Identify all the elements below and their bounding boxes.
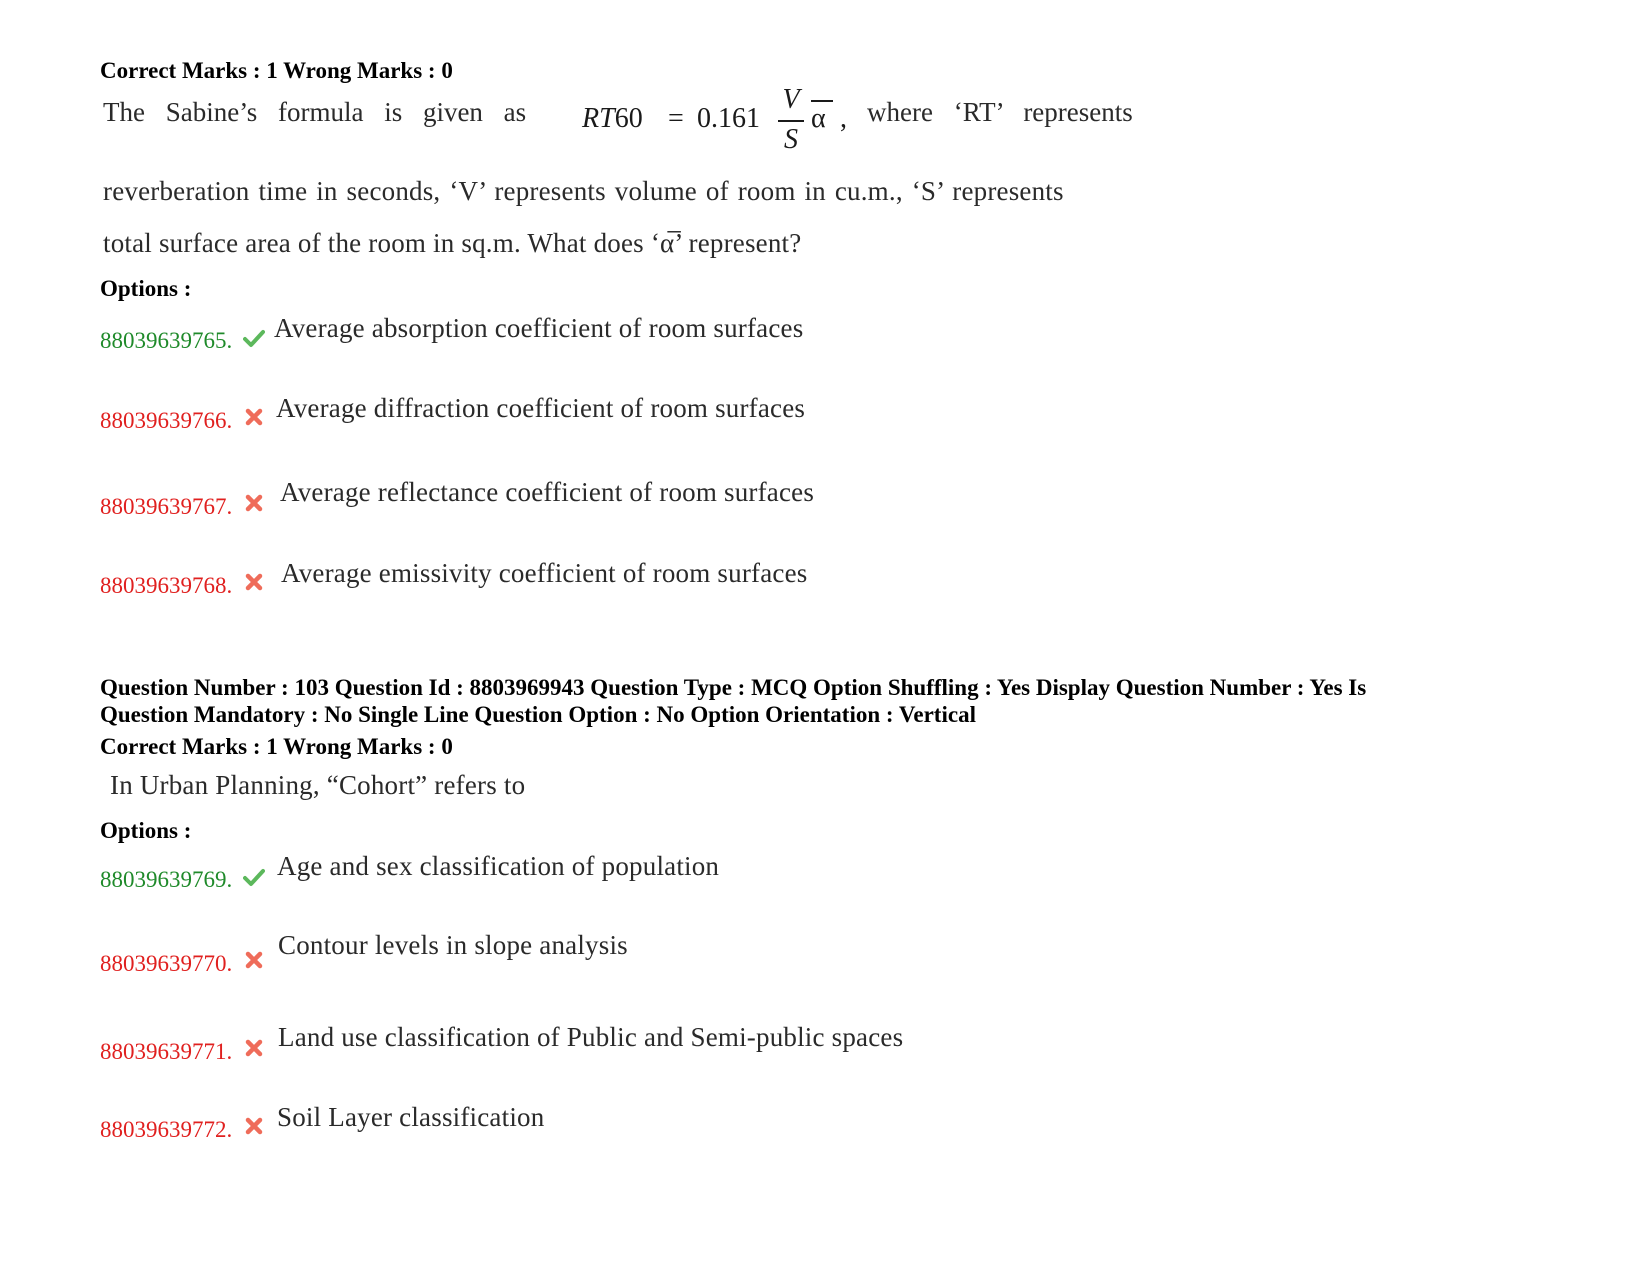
cross-icon — [245, 1039, 263, 1057]
cross-icon — [245, 408, 263, 426]
check-icon — [243, 328, 265, 348]
q103-header-line2: Question Mandatory : No Single Line Question Option : No Option Orientation : Vertical — [100, 702, 976, 727]
formula-equals: = — [668, 103, 684, 134]
cross-icon — [245, 573, 263, 591]
formula-numerator: V — [782, 84, 800, 115]
formula-fraction-bar — [778, 120, 804, 122]
q103-text: In Urban Planning, “Cohort” refers to — [110, 770, 526, 800]
option-id: 88039639771. — [100, 1039, 233, 1064]
q103-options-label: Options : — [100, 818, 192, 843]
cross-icon — [245, 951, 263, 969]
formula-denominator: S — [784, 124, 798, 155]
q103-marks: Correct Marks : 1 Wrong Marks : 0 — [100, 734, 453, 759]
cross-icon — [245, 1117, 263, 1135]
formula-lhs: RT — [582, 103, 615, 134]
option-text: Average reflectance coefficient of room surfaces — [280, 477, 815, 507]
option-text: Average absorption coefficient of room surfaces — [274, 313, 804, 343]
q102-text-line2: reverberation time in seconds, ‘V’ represents volume of room in cu.m., ‘S’ represents — [103, 176, 1064, 206]
option-text: Contour levels in slope analysis — [278, 930, 628, 960]
option-id: 88039639769. — [100, 867, 233, 892]
formula-coefficient: 0.161 — [697, 103, 760, 134]
option-id: 88039639770. — [100, 951, 233, 976]
option-id: 88039639767. — [100, 494, 233, 519]
q102-marks: Correct Marks : 1 Wrong Marks : 0 — [100, 58, 453, 83]
option-text: Average diffraction coefficient of room surfaces — [276, 393, 806, 423]
option-id: 88039639768. — [100, 573, 233, 598]
formula-trail: , — [840, 103, 847, 134]
option-text: Land use classification of Public and Semi-public spaces — [278, 1022, 904, 1052]
option-id: 88039639772. — [100, 1117, 233, 1142]
formula-alpha-bar — [811, 100, 833, 102]
formula-alpha: α — [811, 103, 826, 134]
option-text: Soil Layer classification — [277, 1102, 545, 1132]
option-text: Average emissivity coefficient of room surfaces — [281, 558, 808, 588]
formula-lhs-num: 60 — [614, 103, 643, 134]
q102-text-line3: total surface area of the room in sq.m. What does ‘α̅’ represent? — [103, 228, 802, 258]
check-icon — [243, 867, 265, 887]
option-id: 88039639765. — [100, 328, 233, 353]
cross-icon — [245, 494, 263, 512]
q102-text-line1-after: where ‘RT’ represents — [867, 97, 1133, 127]
q103-header-line1: Question Number : 103 Question Id : 8803969943 Question Type : MCQ Option Shuffling : Yes Display Question Number : Yes Is — [100, 675, 1367, 700]
option-text: Age and sex classification of population — [277, 851, 720, 881]
q102-text-line1-before: The Sabine’s formula is given as — [103, 97, 527, 127]
q102-options-label: Options : — [100, 276, 192, 301]
option-id: 88039639766. — [100, 408, 233, 433]
